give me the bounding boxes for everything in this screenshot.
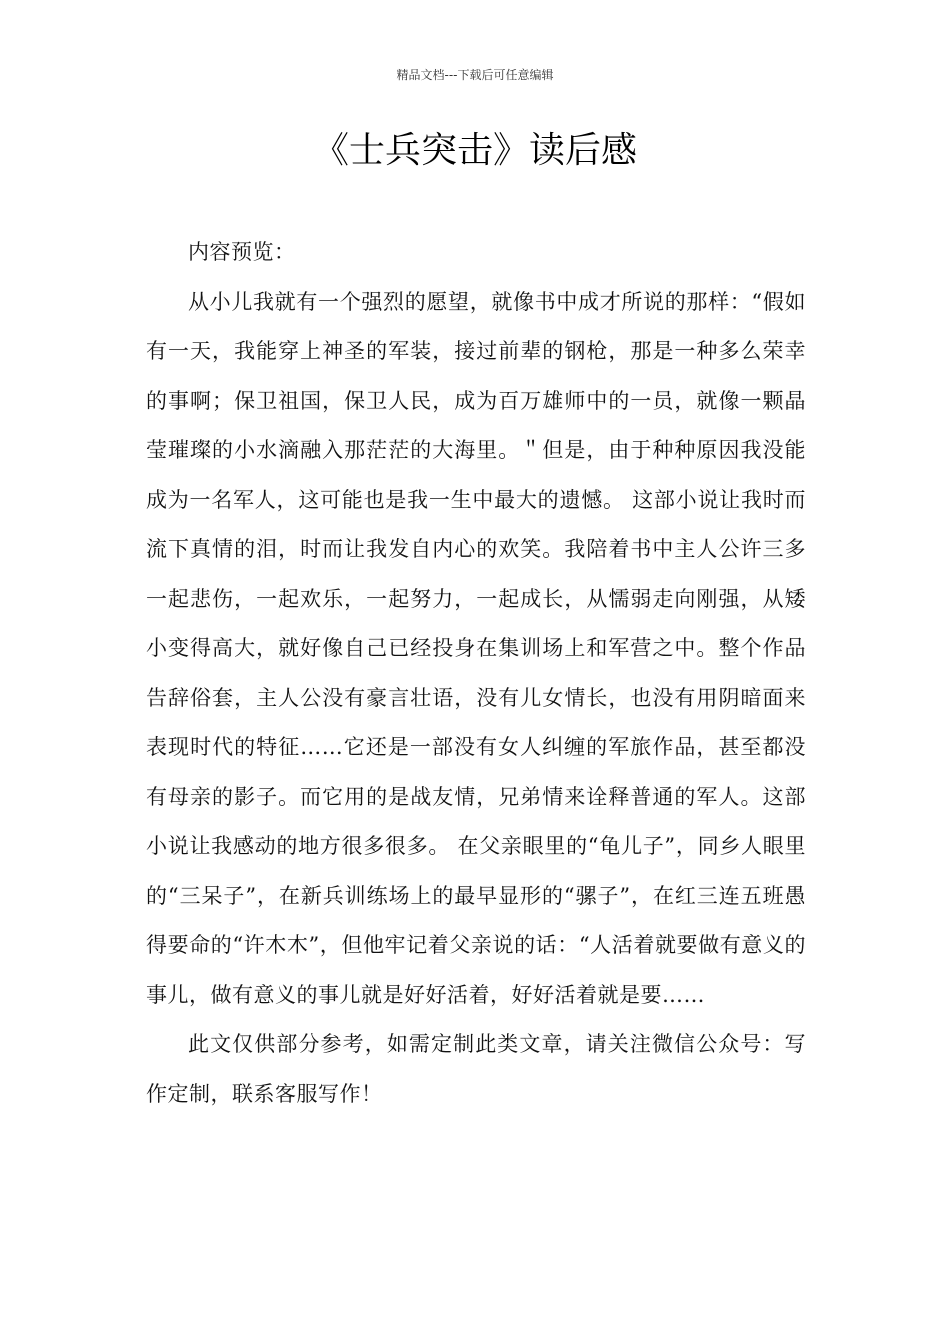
page-header: 精品文档---下载后可任意编辑 <box>396 68 554 82</box>
disclaimer-paragraph: 此文仅供部分参考，如需定制此类文章，请关注微信公众号：写作定制，联系客服写作！ <box>146 1032 806 1106</box>
main-content-paragraph: 从小儿我就有一个强烈的愿望，就像书中成才所说的那样：“假如有一天，我能穿上神圣的军装，接过前辈的钢枪，那是一种多么荣幸的事啊；保卫祖国，保卫人民，成为百万雄师中的一员，就像一颗晶莹璀璨的小水滴融入那茫茫的大海里。＂但是，由于种种原因我没能成为一名军人，这可能也是我一生中最大的遗憾。 这部小说让我时而流下真情的泪，时而让我发自内心的欢笑。我陪着书中主人公许三多一起悲伤，一起欢乐，一起努力，一起成长，从懦弱走向刚强，从矮小变得高大，就好像自己已经投身在集训场上和军营之中。整个作品告辞俗套，主人公没有豪言壮语，没有儿女情长，也没有用阴暗面来表现时代的特征……它还是一部没有女人纠缠的军旅作品，甚至都没有母亲的影子。而它用的是战友情，兄弟情来诠释普通的军人。这部小说让我感动的地方很多很多。 在父亲眼里的“龟儿子”，同乡人眼里的“三呆子”，在新兵训练场上的最早显形的“骡子”，在红三连五班愚得要命的“许木木”，但他牢记着父亲说的话：“人活着就要做有意义的事儿，做有意义的事儿就是好好活着，好好活着就是要…… <box>146 289 806 1007</box>
preview-label-paragraph: 内容预览： <box>188 240 296 264</box>
document-title: 《士兵突击》读后感 <box>312 130 637 171</box>
document-body <box>146 228 806 1119</box>
